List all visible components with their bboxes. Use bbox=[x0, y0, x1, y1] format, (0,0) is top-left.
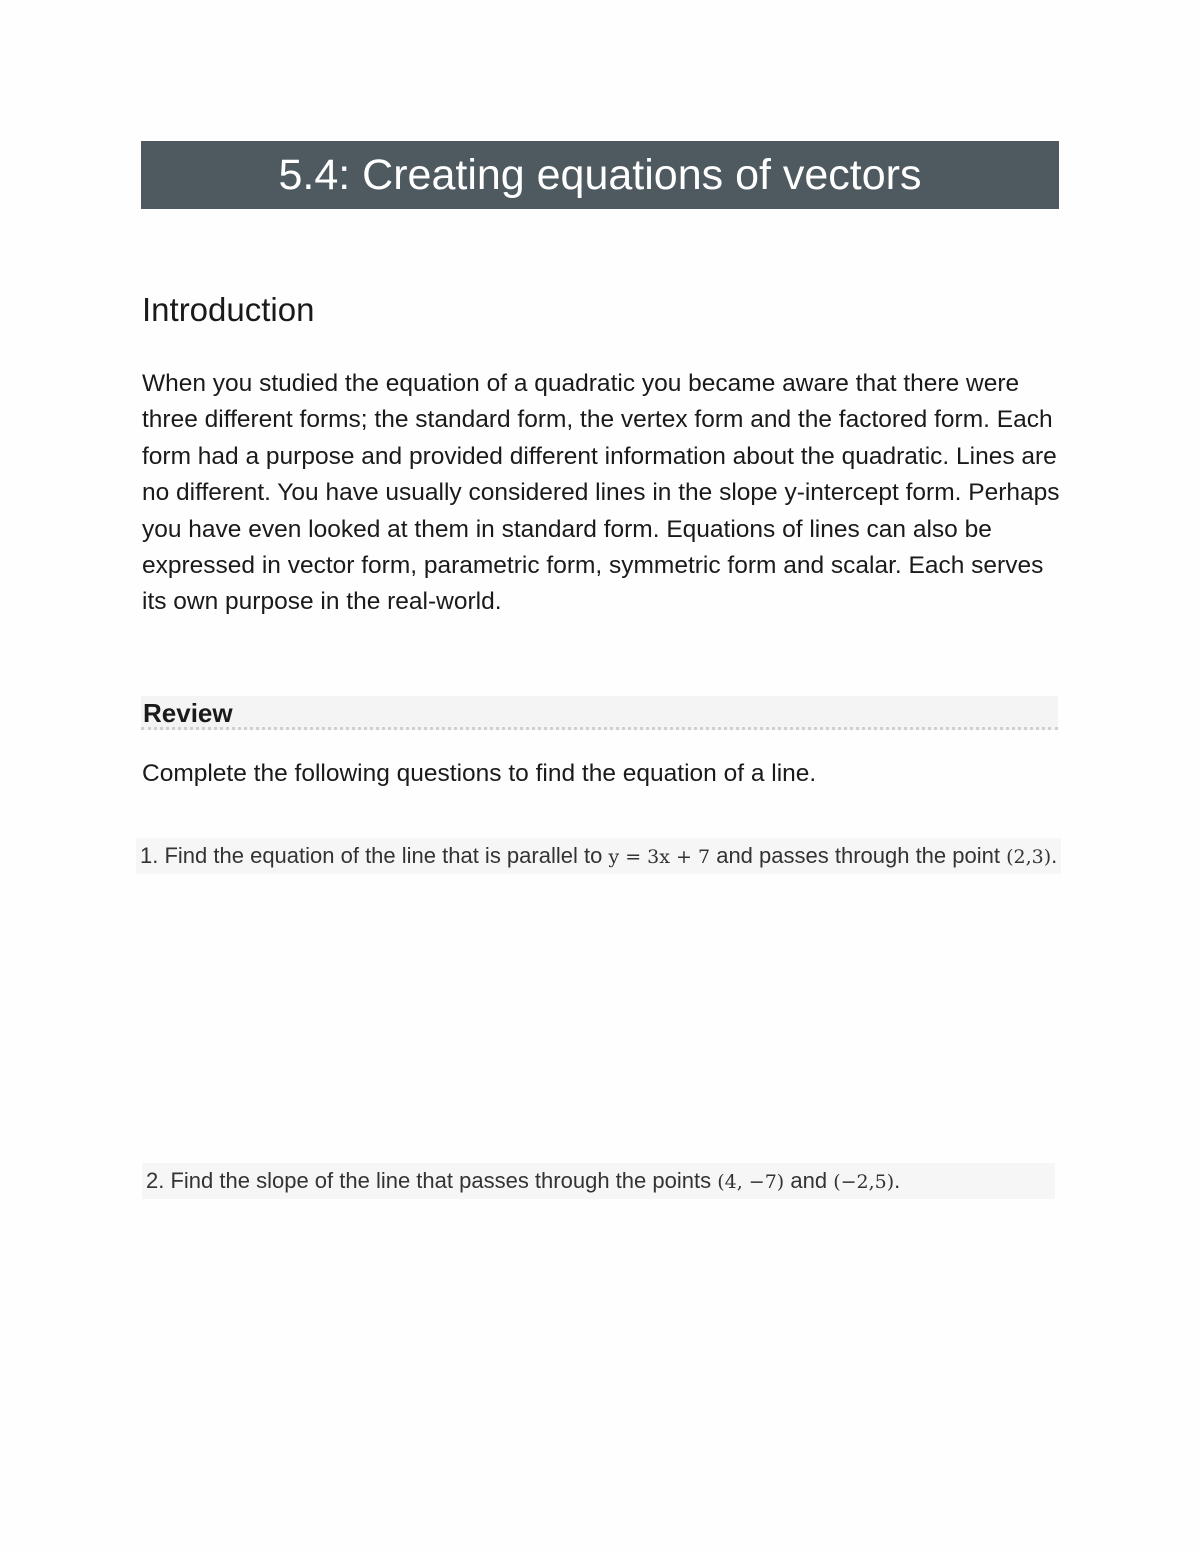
page-title-bar bbox=[141, 141, 1059, 209]
question-2-text-before: Find the slope of the line that passes through the points bbox=[170, 1168, 712, 1193]
question-2-period: . bbox=[894, 1168, 901, 1193]
question-2-text-middle: and bbox=[790, 1168, 828, 1193]
question-1-period: . bbox=[1051, 843, 1058, 868]
review-instruction: Complete the following questions to find the equation of a line. bbox=[142, 760, 817, 787]
introduction-heading: Introduction bbox=[142, 291, 315, 328]
question-1-text-middle: and passes through the point bbox=[716, 843, 1000, 868]
question-2-number: 2. bbox=[146, 1168, 165, 1193]
question-2-point-b: (−2,5) bbox=[833, 1171, 895, 1193]
question-1 bbox=[136, 838, 1061, 874]
question-1-text-before: Find the equation of the line that is parallel to bbox=[164, 843, 603, 868]
question-1-equation: y = 3x + 7 bbox=[608, 846, 711, 868]
page-title: 5.4: Creating equations of vectors bbox=[278, 150, 922, 199]
review-section-header bbox=[141, 696, 1058, 730]
review-heading: Review bbox=[143, 698, 233, 728]
introduction-paragraph: When you studied the equation of a quadratic you became aware that there were three different forms; the standard form, the vertex form and the factored form. Each form had a purpose and provided different information about the quadratic. Lines are no different. You have usually considered lines in the slope y-intercept form. Perhaps you have even looked at them in standard form. Equations of lines can also be expressed in vector form, parametric form, symmetric form and scalar. Each serves its own purpose in the real-world. bbox=[142, 370, 1060, 616]
question-1-number: 1. bbox=[140, 843, 159, 868]
question-1-point: (2,3) bbox=[1006, 846, 1052, 868]
question-2 bbox=[142, 1163, 1055, 1199]
question-2-point-a: (4, −7) bbox=[717, 1171, 785, 1193]
